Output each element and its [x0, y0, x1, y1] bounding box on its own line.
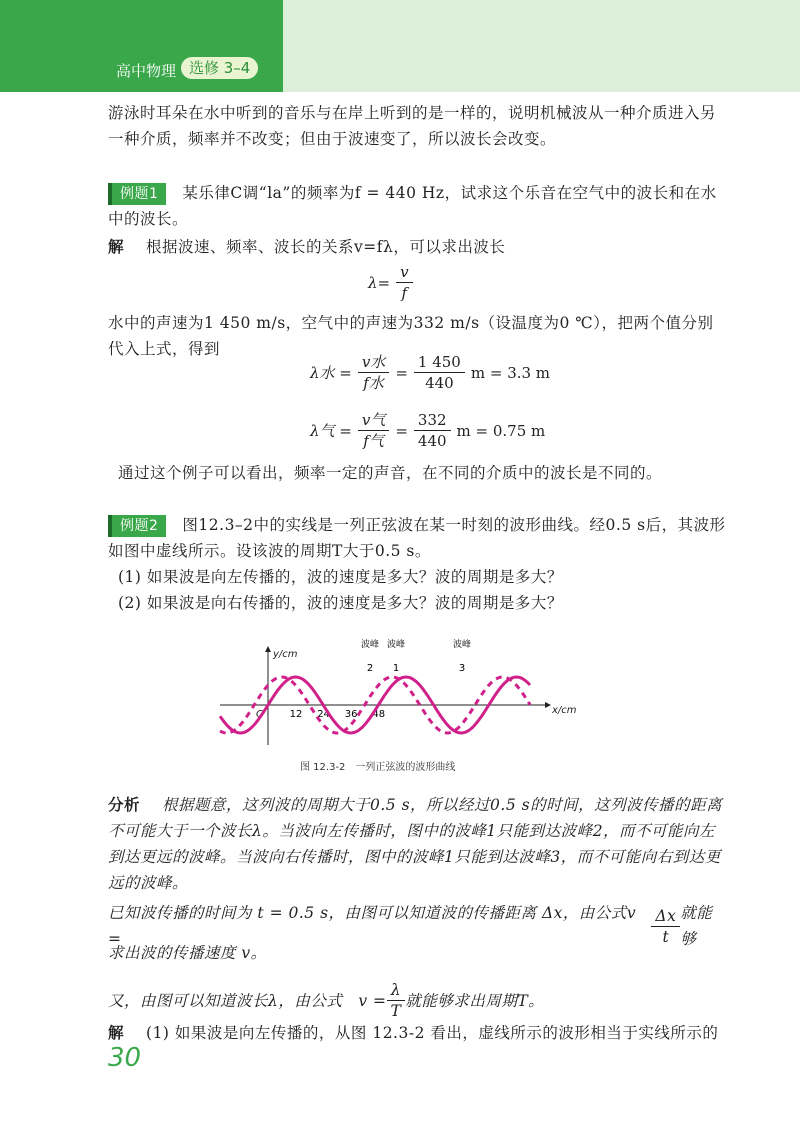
- example2-q2: (2) 如果波是向右传播的，波的速度是多大？波的周期是多大？: [118, 594, 563, 612]
- eq1-frac2: [414, 352, 465, 393]
- peak-label: 波峰: [452, 640, 472, 650]
- period-fraction: [387, 980, 406, 1021]
- peak-number: 1: [392, 663, 400, 674]
- example2-question: [108, 512, 728, 564]
- peak-label: 波峰: [360, 640, 380, 650]
- book-title: 高中物理: [116, 62, 177, 80]
- analysis-text2a: 已知波传播的时间为 t = 0.5 s，由图可以知道波的传播距离 Δx，由公式v =: [108, 904, 637, 948]
- period-den: T: [390, 1002, 402, 1020]
- wave-figure: [200, 635, 600, 750]
- origin-label: O: [256, 709, 264, 720]
- eq2-den2: 440: [417, 432, 447, 450]
- volume-badge: 选修 3–4: [181, 57, 258, 79]
- formula-lhs: λ=: [368, 273, 391, 292]
- intro-paragraph: 游泳时耳朵在水中听到的音乐与在岸上听到的是一样的，说明机械波从一种介质进入另一种介质，频率并不改变；但由于波速变了，所以波长会改变。: [108, 104, 717, 148]
- analysis-line2c: 求出波的传播速度 v。: [108, 944, 267, 962]
- eq2-rhs: m = 0.75 m: [456, 421, 546, 440]
- example2-question-text: 图12.3–2中的实线是一列正弦波在某一时刻的波形曲线。经0.5 s后，其波形如图中虚线所示。设该波的周期T大于0.5 s。: [108, 516, 726, 560]
- eq2-num: v气: [358, 410, 389, 431]
- example1-question-text: 某乐律C调“la”的频率为f = 440 Hz，试求这个乐音在空气中的波长和在水中的波长。: [108, 184, 717, 228]
- analysis-label: 分析: [108, 795, 141, 814]
- analysis-line3: [108, 980, 728, 1021]
- velocity-num: Δx: [651, 906, 680, 927]
- example1-text2: 水中的声速为1 450 m/s，空气中的声速为332 m/s（设温度为0 ℃），把两个值分别代入上式，得到: [108, 314, 714, 358]
- formula-fraction: [396, 262, 412, 303]
- header-band-light: [283, 0, 800, 92]
- x-tick-label: 48: [372, 709, 386, 720]
- analysis-text3a: 又，由图可以知道波长λ，由公式 v =: [108, 991, 387, 1010]
- analysis-paragraph: [108, 792, 728, 896]
- eq2-frac2: [414, 410, 451, 451]
- analysis-text3b: 就能够求出周期T。: [405, 991, 545, 1010]
- analysis-text2b: 就能够: [680, 904, 713, 948]
- formula-num: v: [396, 262, 412, 283]
- formula-lambda: [368, 262, 413, 303]
- solution-start: [108, 1020, 728, 1046]
- page-number: 30: [108, 1043, 142, 1073]
- peak-number: 2: [366, 663, 374, 674]
- eq1-equals: =: [395, 363, 408, 382]
- eq2-den: f气: [363, 432, 384, 450]
- solve-label: 解: [108, 237, 125, 256]
- eq1-den: f水: [363, 374, 384, 392]
- velocity-den: t: [662, 927, 670, 946]
- equation-air: [310, 410, 545, 451]
- example1-tag: 例题1: [108, 183, 166, 205]
- example2-q1: (1) 如果波是向左传播的，波的速度是多大？波的周期是多大？: [118, 568, 563, 586]
- eq2-equals: =: [395, 421, 408, 440]
- eq1-num: v水: [358, 352, 389, 373]
- x-tick-label: 24: [317, 709, 330, 720]
- eq1-rhs: m = 3.3 m: [470, 363, 551, 382]
- period-num: λ: [387, 980, 406, 1001]
- x-axis-label: x/cm: [552, 705, 577, 716]
- eq1-num2: 1 450: [414, 352, 465, 373]
- eq2-frac1: [358, 410, 389, 451]
- solve-text: 根据波速、频率、波长的关系v=fλ，可以求出波长: [146, 238, 506, 256]
- peak-label: 波峰: [386, 640, 406, 650]
- page-header: [0, 0, 800, 92]
- eq1-lhs: λ水 =: [310, 364, 352, 382]
- example2-tag: 例题2: [108, 515, 166, 537]
- eq2-num2: 332: [414, 410, 451, 431]
- x-tick-label: 12: [289, 709, 303, 720]
- formula-den: f: [401, 284, 408, 302]
- solution-label: 解: [108, 1023, 125, 1042]
- eq1-den2: 440: [425, 374, 454, 392]
- eq2-lhs: λ气 =: [310, 422, 352, 440]
- equation-water: [310, 352, 550, 393]
- example1-solve: [108, 234, 728, 260]
- solution-text: (1) 如果波是向左传播的，从图 12.3-2 看出，虚线所示的波形相当于实线所示的: [146, 1024, 719, 1042]
- example1-conclusion: 通过这个例子可以看出，频率一定的声音，在不同的介质中的波长是不同的。: [118, 464, 663, 482]
- eq1-frac1: [358, 352, 389, 393]
- example1-question: [108, 180, 728, 232]
- analysis-text: 根据题意，这列波的周期大于0.5 s，所以经过0.5 s的时间，这列波传播的距离不可能大于一个波长λ。当波向左传播时，图中的波峰1只能到达波峰2，而不可能向左到达更远的波峰。当波向右传播时，图中的波峰1只能到达波峰3，而不可能向右到达更远的波峰。: [108, 796, 723, 892]
- x-tick-label: 36: [344, 709, 358, 720]
- figure-caption: 图 12.3-2 一列正弦波的波形曲线: [300, 762, 456, 773]
- peak-number: 3: [458, 663, 466, 674]
- y-axis-label: y/cm: [273, 649, 298, 660]
